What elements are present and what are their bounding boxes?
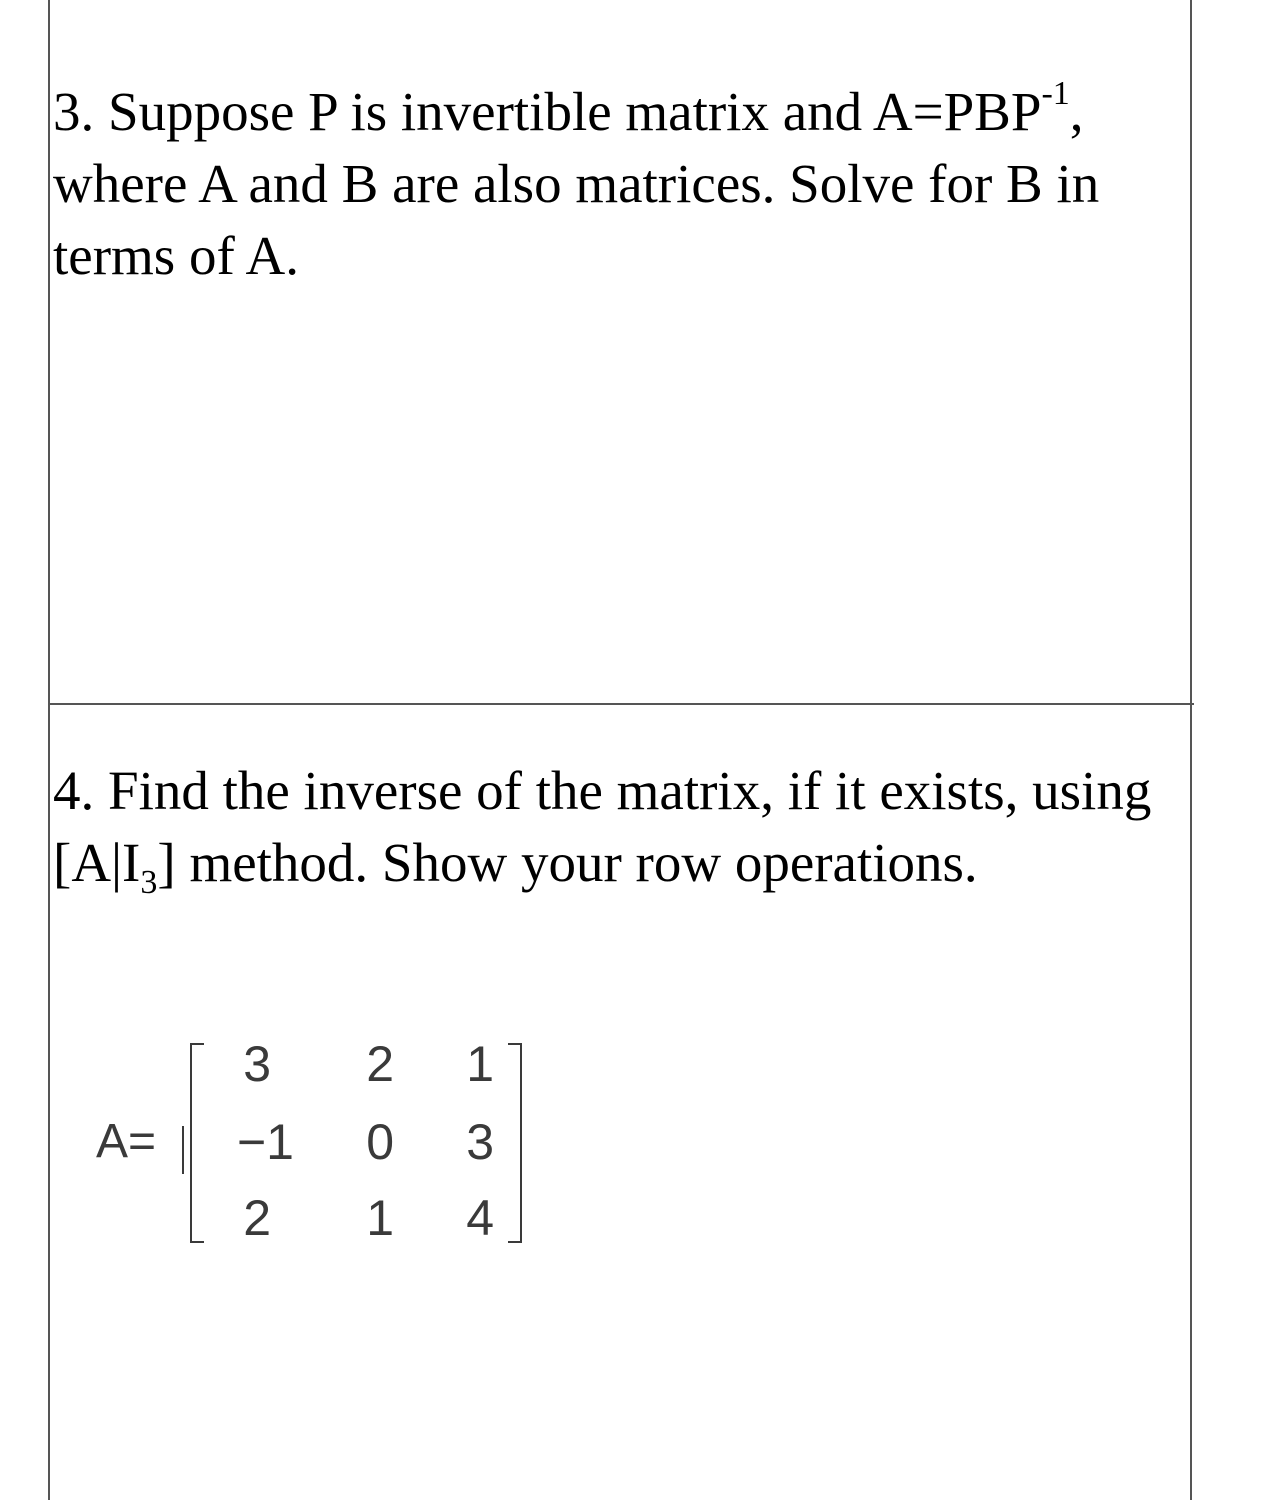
question-3-line-3: terms of A. xyxy=(53,225,299,286)
matrix-outer-bar xyxy=(182,1126,184,1174)
matrix-cell-r3c2: 1 xyxy=(366,1190,394,1246)
matrix-cell-r3c1: 2 xyxy=(243,1190,271,1246)
matrix-label: A= xyxy=(96,1115,157,1168)
matrix-right-bracket xyxy=(508,1043,522,1243)
subscript-three: 3 xyxy=(140,864,158,901)
superscript-inverse: -1 xyxy=(1041,75,1070,112)
question-4-line-2: $[A|I_3]$ method. Show your row operations. xyxy=(53,832,978,901)
question-3-line-1: 3. Suppose P is invertible matrix and $A=PBP^{-1}$, xyxy=(53,75,1084,142)
matrix-cell-r1c2: 2 xyxy=(366,1036,394,1092)
matrix-cell-r2c1: −1 xyxy=(236,1114,294,1170)
question-4-line-1: 4. Find the inverse of the matrix, if it exists, using xyxy=(53,760,1152,821)
matrix-cell-r1c3: 1 xyxy=(466,1036,494,1092)
question-3-line-2: where A and B are also matrices. Solve for B in xyxy=(53,153,1100,214)
matrix-cell-r1c1: 3 xyxy=(243,1036,271,1092)
matrix-cell-r2c3: 3 xyxy=(466,1114,494,1170)
matrix-cell-r2c2: 0 xyxy=(366,1114,394,1170)
matrix-cell-r3c3: 4 xyxy=(466,1190,494,1246)
